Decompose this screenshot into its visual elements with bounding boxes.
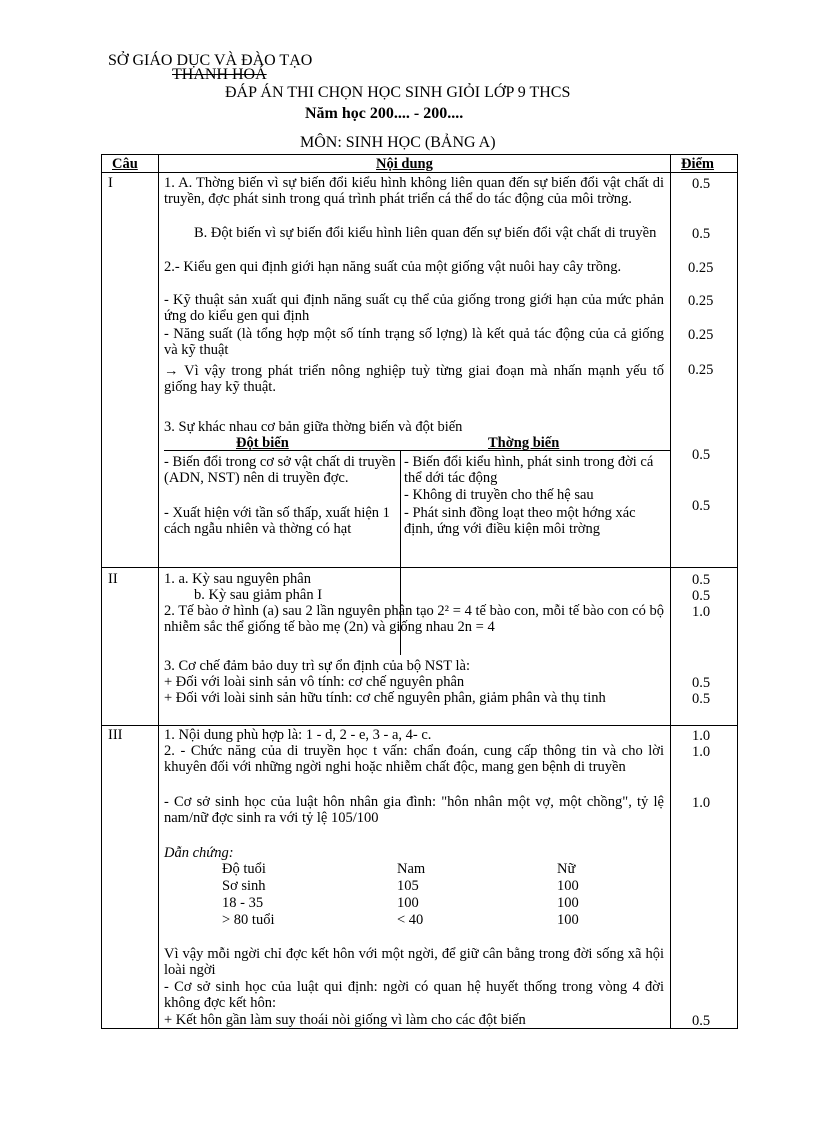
- score: 0.5: [692, 498, 711, 514]
- evidence-cell: 100: [557, 912, 579, 928]
- modification-point-3: - Phát sinh đồng loạt theo một hớng xác định, ứng với điều kiện môi trờng: [404, 505, 636, 537]
- evidence-cell: 100: [557, 878, 579, 894]
- s2-p2: 2. Tế bào ở hình (a) sau 2 lần nguyên phân tạo 2² = 4 tế bào con, mỗi tế bào con có bộ nhiễm sắc thể giống tế bào mẹ (2n) và giống nhau 2n = 4: [164, 603, 664, 635]
- s3-p3: - Cơ sở sinh học của luật hôn nhân gia đình: "hôn nhân một vợ, một chồng", tỷ lệ nam/nữ đợc sinh ra với tỷ lệ 105/100: [164, 794, 664, 826]
- score: 0.5: [692, 1013, 711, 1029]
- score: 0.5: [692, 572, 711, 588]
- s1-p2d: → Vì vậy trong phát triển nông nghiệp tuỳ từng giai đoạn mà nhấn mạnh yếu tố giống hay kỹ thuật.: [164, 363, 664, 395]
- s2-p1b: b. Kỳ sau giảm phân I: [194, 587, 323, 603]
- s1-p2c: - Năng suất (là tổng hợp một số tính trạng số lợng) là kết quả tác động của cả giống và kỹ thuật: [164, 326, 664, 358]
- mutation-point-2: - Xuất hiện với tần số thấp, xuất hiện 1 cách ngẫu nhiên và thờng có hạt: [164, 505, 390, 537]
- s2-p1a: 1. a. Kỳ sau nguyên phân: [164, 571, 311, 587]
- subject-title: MÔN: SINH HỌC (BẢNG A): [300, 134, 496, 151]
- evidence-cell: > 80 tuổi: [222, 912, 275, 928]
- mutation-heading: Đột biến: [236, 435, 289, 451]
- score: 0.25: [688, 260, 714, 276]
- score: 0.5: [692, 588, 711, 604]
- evidence-col-header: Nam: [397, 861, 426, 877]
- score: 1.0: [692, 604, 711, 620]
- mutation-point-1: - Biến đổi trong cơ sở vật chất di truyền (ADN, NST) nên di truyền đợc.: [164, 454, 396, 486]
- modification-heading: Thờng biến: [488, 435, 560, 451]
- modification-point-2: - Không di truyền cho thế hệ sau: [404, 487, 594, 503]
- s3-p2: 2. - Chức năng của di truyền học t vấn: chẩn đoán, cung cấp thông tin và cho lời khuyên đối với những ngời nghi hoặc nhiễm chất độc, mang gen bệnh di truyền: [164, 743, 664, 775]
- score: 0.5: [692, 176, 711, 192]
- s1-p2a: 2.- Kiểu gen qui định giới hạn năng suất của một giống vật nuôi hay cây trồng.: [164, 259, 622, 275]
- score: 0.25: [688, 362, 714, 378]
- evidence-col-header: Độ tuổi: [222, 861, 266, 877]
- question-label-1: I: [108, 175, 113, 191]
- province-name: THANH HOÁ: [172, 66, 267, 83]
- s3-p4: Vì vậy mỗi ngời chỉ đợc kết hôn với một ngời, để giữ cân bằng trong đời sống xã hội loài ngời: [164, 946, 664, 978]
- s3-p5: - Cơ sở sinh học của luật qui định: ngời có quan hệ huyết thống trong vòng 4 đời không đợc kết hôn:: [164, 979, 664, 1011]
- department-name: SỞ GIÁO DỤC VÀ ĐÀO TẠO: [108, 52, 313, 69]
- s2-p3: 3. Cơ chế đảm bảo duy trì sự ổn định của bộ NST là:: [164, 658, 471, 674]
- evidence-col-header: Nữ: [557, 861, 576, 877]
- s2-p3a: + Đối với loài sinh sản vô tính: cơ chế nguyên phân: [164, 674, 465, 690]
- evidence-cell: 100: [397, 895, 419, 911]
- score: 0.25: [688, 293, 714, 309]
- score: 1.0: [692, 795, 711, 811]
- s1-p2b: - Kỹ thuật sản xuất qui định năng suất cụ thể của giống trong giới hạn của mức phản ứng do kiểu gen qui định: [164, 292, 664, 324]
- s3-p6: + Kết hôn gần làm suy thoái nòi giống vì làm cho các đột biến: [164, 1013, 526, 1028]
- question-label-3: III: [108, 727, 123, 743]
- score: 0.5: [692, 447, 711, 463]
- score: 1.0: [692, 728, 711, 744]
- evidence-cell: 105: [397, 878, 419, 894]
- modification-point-1: - Biến đổi kiểu hình, phát sinh trong đời cá thể dới tác động: [404, 454, 654, 486]
- document-title: ĐÁP ÁN THI CHỌN HỌC SINH GIỎI LỚP 9 THCS: [225, 84, 571, 101]
- s1-p3: 3. Sự khác nhau cơ bản giữa thờng biến và đột biến: [164, 419, 463, 435]
- header-content: Nội dung: [376, 156, 433, 172]
- score: 1.0: [692, 744, 711, 760]
- score: 0.25: [688, 327, 714, 343]
- evidence-label: Dẫn chứng:: [164, 845, 234, 861]
- evidence-cell: < 40: [397, 912, 424, 928]
- evidence-cell: 18 - 35: [222, 895, 264, 911]
- s1-p1b: B. Đột biến vì sự biến đổi kiểu hình liên quan đến sự biến đổi vật chất di truyền: [194, 225, 657, 241]
- s1-p1a: 1. A. Thờng biến vì sự biến đổi kiểu hình không liên quan đến sự biến đổi vật chất di truyền, đợc phát sinh trong quá trình phát triển cá thể do tác động của môi trờng.: [164, 175, 664, 207]
- s3-p1: 1. Nội dung phù hợp là: 1 - d, 2 - e, 3 - a, 4- c.: [164, 727, 432, 743]
- score: 0.5: [692, 691, 711, 707]
- evidence-cell: Sơ sinh: [222, 878, 266, 894]
- score: 0.5: [692, 675, 711, 691]
- header-score: Điểm: [681, 156, 715, 172]
- score: 0.5: [692, 226, 711, 242]
- evidence-cell: 100: [557, 895, 579, 911]
- question-label-2: II: [108, 571, 118, 587]
- s2-p3b: + Đối với loài sinh sản hữu tính: cơ chế nguyên phân, giảm phân và thụ tinh: [164, 690, 606, 706]
- header-question: Câu: [112, 156, 138, 172]
- school-year: Năm học 200.... - 200....: [305, 105, 464, 122]
